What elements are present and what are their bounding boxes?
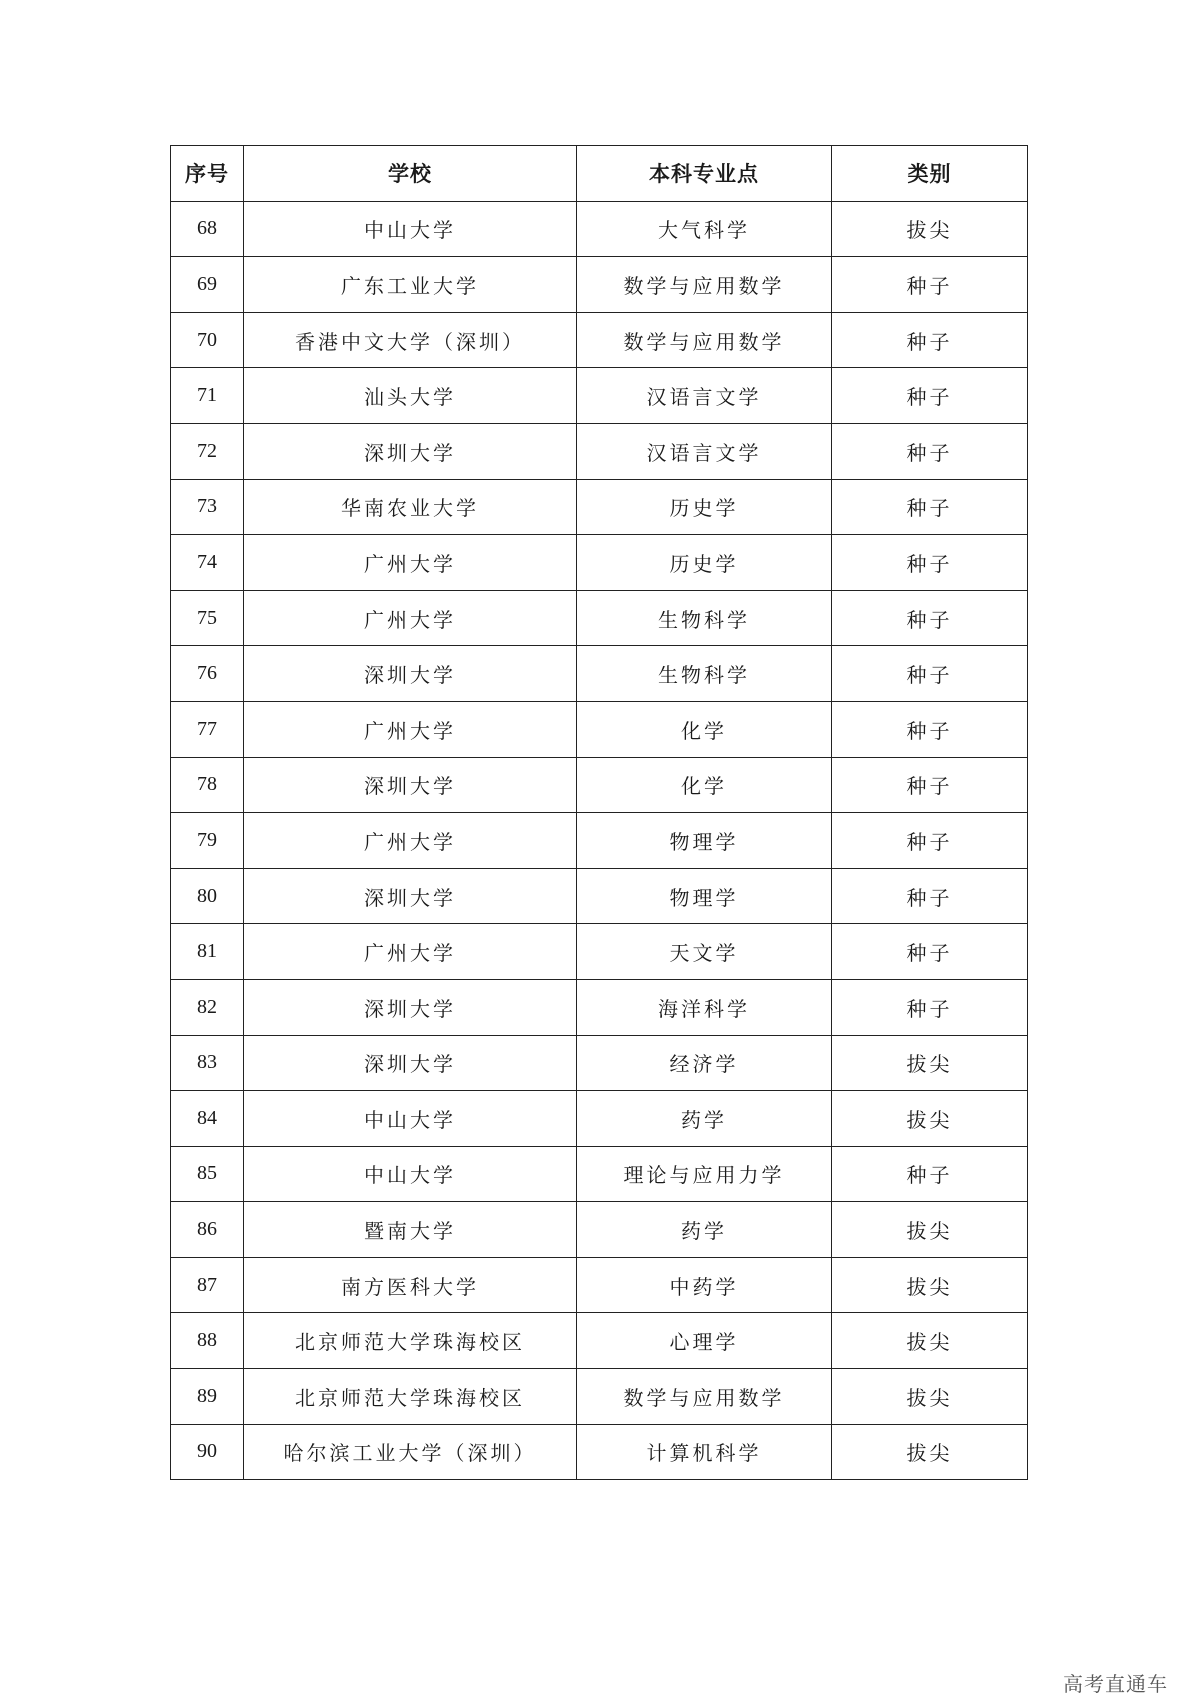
cell-major: 数学与应用数学 [577, 312, 832, 368]
cell-index: 72 [171, 423, 244, 479]
cell-index: 85 [171, 1146, 244, 1202]
cell-school: 中山大学 [244, 1146, 577, 1202]
table-row [171, 1313, 1028, 1369]
cell-major: 数学与应用数学 [577, 1369, 832, 1425]
cell-index: 90 [171, 1424, 244, 1480]
cell-index: 68 [171, 201, 244, 257]
cell-index: 88 [171, 1313, 244, 1369]
cell-index: 69 [171, 257, 244, 313]
cell-category: 拔尖 [832, 1313, 1028, 1369]
table-row [171, 423, 1028, 479]
cell-major: 汉语言文学 [577, 368, 832, 424]
header-index: 序号 [171, 146, 244, 202]
cell-index: 78 [171, 757, 244, 813]
cell-index: 70 [171, 312, 244, 368]
cell-school: 南方医科大学 [244, 1257, 577, 1313]
cell-category: 种子 [832, 646, 1028, 702]
watermark-text: 高考直通车 [1063, 1672, 1168, 1696]
cell-category: 种子 [832, 924, 1028, 980]
cell-school: 北京师范大学珠海校区 [244, 1313, 577, 1369]
cell-major: 药学 [577, 1091, 832, 1147]
cell-index: 82 [171, 979, 244, 1035]
cell-school: 华南农业大学 [244, 479, 577, 535]
table-body [171, 201, 1028, 1480]
cell-category: 种子 [832, 368, 1028, 424]
cell-category: 种子 [832, 479, 1028, 535]
cell-category: 种子 [832, 535, 1028, 591]
table-row [171, 535, 1028, 591]
cell-major: 化学 [577, 757, 832, 813]
cell-school: 广州大学 [244, 701, 577, 757]
table-row [171, 257, 1028, 313]
cell-major: 物理学 [577, 813, 832, 869]
cell-major: 生物科学 [577, 590, 832, 646]
cell-major: 化学 [577, 701, 832, 757]
cell-major: 大气科学 [577, 201, 832, 257]
cell-major: 理论与应用力学 [577, 1146, 832, 1202]
cell-category: 种子 [832, 257, 1028, 313]
cell-index: 84 [171, 1091, 244, 1147]
cell-school: 深圳大学 [244, 979, 577, 1035]
cell-index: 73 [171, 479, 244, 535]
cell-school: 深圳大学 [244, 423, 577, 479]
cell-category: 种子 [832, 868, 1028, 924]
cell-category: 种子 [832, 423, 1028, 479]
cell-school: 汕头大学 [244, 368, 577, 424]
table-row [171, 312, 1028, 368]
cell-major: 物理学 [577, 868, 832, 924]
table-row [171, 1257, 1028, 1313]
cell-school: 广州大学 [244, 813, 577, 869]
cell-school: 哈尔滨工业大学（深圳） [244, 1424, 577, 1480]
cell-major: 海洋科学 [577, 979, 832, 1035]
cell-index: 87 [171, 1257, 244, 1313]
table-row [171, 1146, 1028, 1202]
cell-school: 广州大学 [244, 590, 577, 646]
table-row [171, 590, 1028, 646]
header-school: 学校 [244, 146, 577, 202]
table-row [171, 646, 1028, 702]
cell-school: 中山大学 [244, 201, 577, 257]
table-row [171, 979, 1028, 1035]
table-row [171, 868, 1028, 924]
cell-major: 计算机科学 [577, 1424, 832, 1480]
cell-index: 80 [171, 868, 244, 924]
cell-index: 79 [171, 813, 244, 869]
table-row [171, 479, 1028, 535]
cell-major: 中药学 [577, 1257, 832, 1313]
cell-index: 83 [171, 1035, 244, 1091]
cell-school: 广东工业大学 [244, 257, 577, 313]
cell-index: 76 [171, 646, 244, 702]
cell-school: 广州大学 [244, 924, 577, 980]
table-header-row [171, 146, 1028, 202]
cell-major: 心理学 [577, 1313, 832, 1369]
table-row [171, 1091, 1028, 1147]
cell-school: 深圳大学 [244, 646, 577, 702]
cell-category: 拔尖 [832, 1257, 1028, 1313]
cell-school: 深圳大学 [244, 1035, 577, 1091]
cell-category: 种子 [832, 590, 1028, 646]
header-major: 本科专业点 [577, 146, 832, 202]
cell-category: 拔尖 [832, 1369, 1028, 1425]
cell-school: 广州大学 [244, 535, 577, 591]
cell-category: 拔尖 [832, 1091, 1028, 1147]
cell-category: 拔尖 [832, 201, 1028, 257]
program-table [170, 145, 1028, 1480]
cell-category: 种子 [832, 979, 1028, 1035]
cell-category: 种子 [832, 312, 1028, 368]
cell-major: 历史学 [577, 479, 832, 535]
cell-index: 74 [171, 535, 244, 591]
cell-category: 种子 [832, 701, 1028, 757]
cell-major: 生物科学 [577, 646, 832, 702]
table-row [171, 201, 1028, 257]
cell-school: 深圳大学 [244, 757, 577, 813]
table-row [171, 1202, 1028, 1258]
cell-category: 种子 [832, 1146, 1028, 1202]
table-row [171, 924, 1028, 980]
cell-major: 药学 [577, 1202, 832, 1258]
cell-school: 暨南大学 [244, 1202, 577, 1258]
cell-index: 71 [171, 368, 244, 424]
cell-index: 75 [171, 590, 244, 646]
cell-category: 拔尖 [832, 1202, 1028, 1258]
cell-index: 86 [171, 1202, 244, 1258]
header-category: 类别 [832, 146, 1028, 202]
cell-index: 81 [171, 924, 244, 980]
cell-index: 89 [171, 1369, 244, 1425]
table-row [171, 1035, 1028, 1091]
cell-index: 77 [171, 701, 244, 757]
cell-major: 历史学 [577, 535, 832, 591]
cell-category: 种子 [832, 757, 1028, 813]
cell-major: 汉语言文学 [577, 423, 832, 479]
cell-major: 经济学 [577, 1035, 832, 1091]
cell-major: 天文学 [577, 924, 832, 980]
cell-school: 香港中文大学（深圳） [244, 312, 577, 368]
table-row [171, 1369, 1028, 1425]
table-row [171, 1424, 1028, 1480]
cell-school: 中山大学 [244, 1091, 577, 1147]
cell-school: 深圳大学 [244, 868, 577, 924]
table-row [171, 701, 1028, 757]
cell-category: 拔尖 [832, 1035, 1028, 1091]
cell-major: 数学与应用数学 [577, 257, 832, 313]
table-row [171, 813, 1028, 869]
table-row [171, 368, 1028, 424]
cell-school: 北京师范大学珠海校区 [244, 1369, 577, 1425]
cell-category: 种子 [832, 813, 1028, 869]
table-row [171, 757, 1028, 813]
cell-category: 拔尖 [832, 1424, 1028, 1480]
